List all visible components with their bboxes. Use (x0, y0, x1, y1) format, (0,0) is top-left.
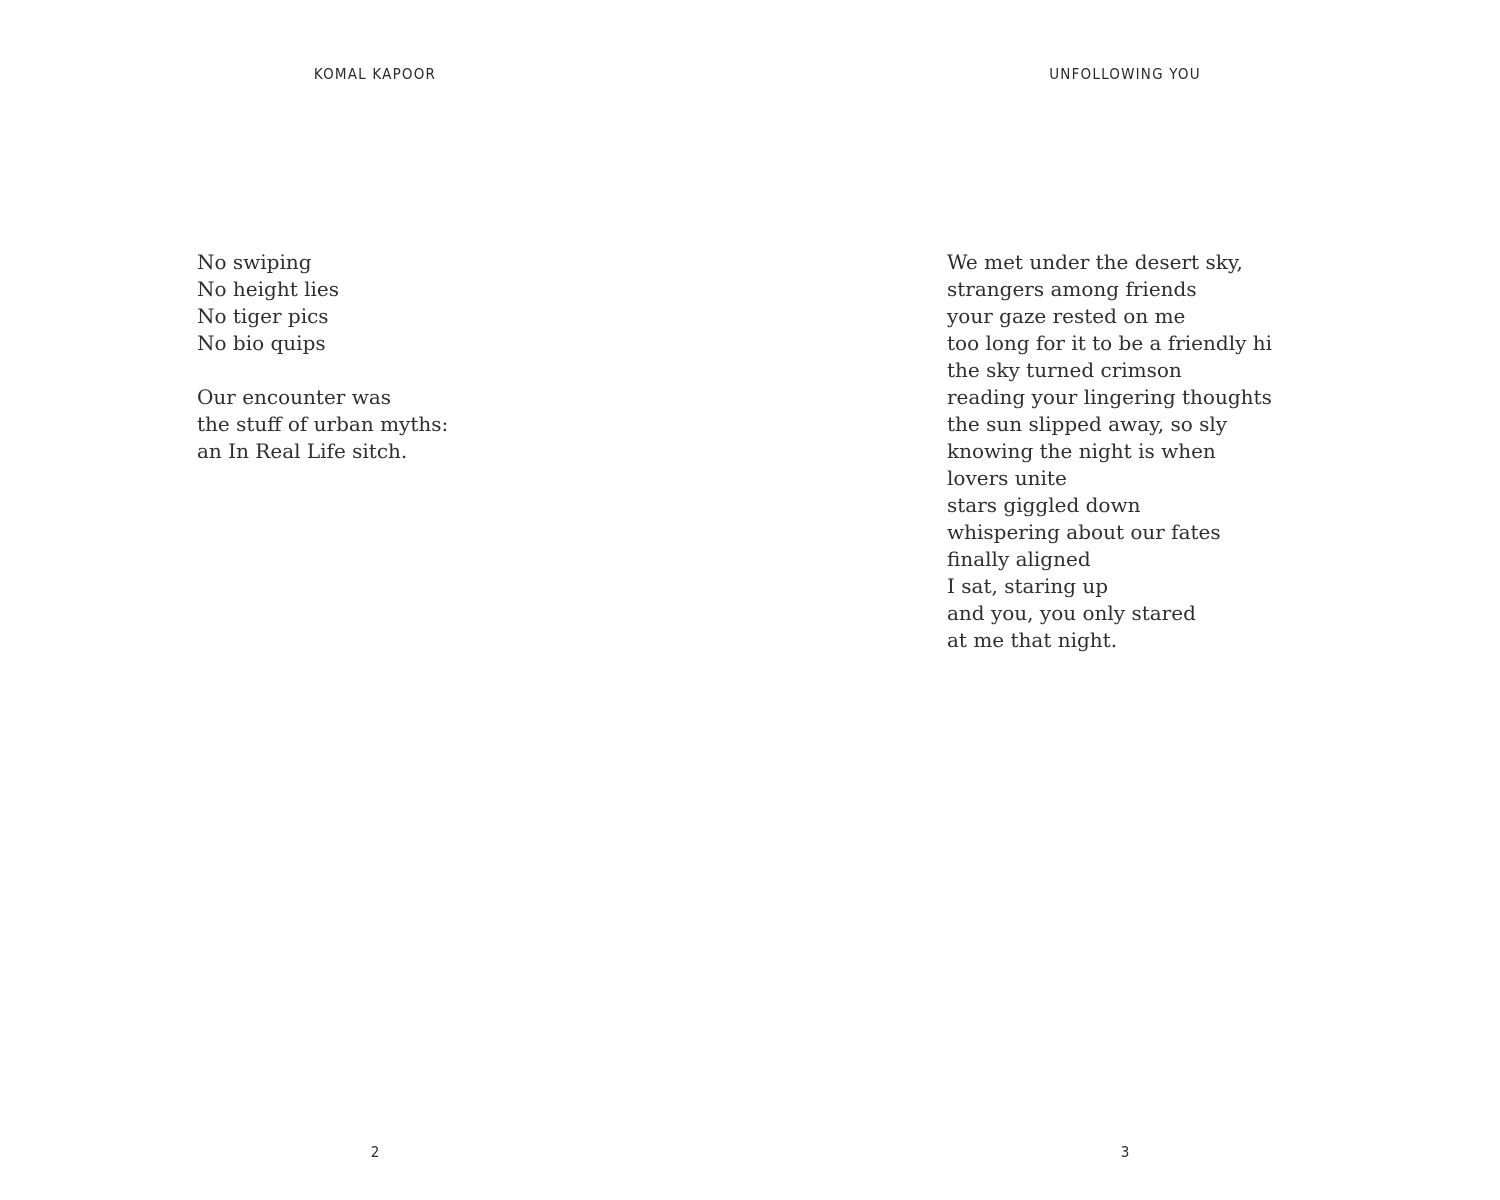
poem-line: Our encounter was (197, 385, 392, 409)
poem-line: No tiger pics (197, 304, 329, 328)
poem-right (947, 249, 1272, 654)
poem-line: reading your lingering thoughts (947, 385, 1272, 409)
stanza (197, 249, 448, 357)
stanza (947, 249, 1272, 654)
poem-line: the sun slipped away, so sly (947, 412, 1228, 436)
poem-line: the sky turned crimson (947, 358, 1182, 382)
poem-line: I sat, staring up (947, 574, 1109, 598)
poem-left (197, 249, 448, 465)
poem-line: stars giggled down (947, 493, 1141, 517)
poem-line: your gaze rested on me (947, 304, 1186, 328)
poem-line: strangers among friends (947, 277, 1197, 301)
page-number: 3 (1120, 1143, 1130, 1161)
stanza (197, 384, 448, 465)
poem-line: an In Real Life sitch. (197, 439, 408, 463)
poem-line: at me that night. (947, 628, 1118, 652)
poem-line: lovers unite (947, 466, 1067, 490)
running-head-title: UNFOLLOWING YOU (1049, 65, 1201, 83)
poem-line: No bio quips (197, 331, 326, 355)
right-page (750, 0, 1500, 1200)
poem-line: whispering about our fates (947, 520, 1221, 544)
running-head-author: KOMAL KAPOOR (313, 65, 437, 83)
poem-line: finally aligned (947, 547, 1091, 571)
page-number: 2 (370, 1143, 380, 1161)
poem-line: No swiping (197, 250, 312, 274)
poem-line: and you, you only stared (947, 601, 1196, 625)
poem-line: the stuff of urban myths: (197, 412, 449, 436)
poem-line: We met under the desert sky, (947, 250, 1243, 274)
poem-line: No height lies (197, 277, 339, 301)
poem-line: too long for it to be a friendly hi (947, 331, 1273, 355)
poem-line: knowing the night is when (947, 439, 1216, 463)
